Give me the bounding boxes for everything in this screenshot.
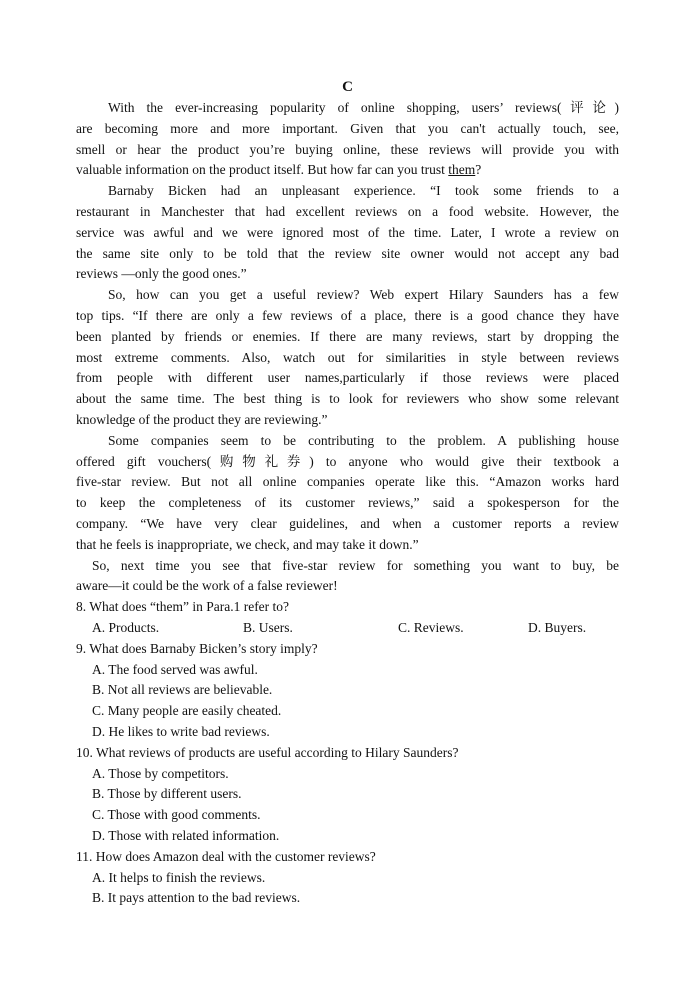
question-stem: 9. What does Barnaby Bicken’s story imply?	[76, 640, 318, 656]
passage-line: knowledge of the product they are reviewing.”	[76, 412, 328, 427]
passage-line: been planted by friends or enemies. If there are many reviews, start by dropping the	[76, 328, 619, 344]
answer-option: B. Not all reviews are believable.	[92, 682, 273, 698]
answer-option: D. He likes to write bad reviews.	[92, 724, 270, 739]
passage-line: most extreme comments. Also, watch out for similarities in style between reviews	[76, 349, 619, 365]
passage-line: to keep the completeness of its customer reviews,” said a spokesperson for the	[76, 495, 619, 511]
passage-line: the same site only to be told that the review site owner would not accept any bad	[76, 245, 619, 261]
answer-option: A. The food served was awful.	[92, 661, 258, 677]
answer-option: D. Those with related information.	[92, 828, 280, 843]
answer-option: B. Users.	[243, 620, 293, 635]
passage-text: valuable information on the product itself. But how far can you trust	[76, 162, 449, 178]
passage-line	[76, 161, 619, 179]
passage-line: from people with different user names,particularly if those reviews were placed	[76, 370, 619, 386]
answer-option: C. Many people are easily cheated.	[92, 703, 282, 719]
question-stem: 11. How does Amazon deal with the customer reviews?	[76, 848, 376, 864]
passage-line: that he feels is inappropriate, we check, and may take it down.”	[76, 536, 419, 552]
passage-line: reviews —only the good ones.”	[76, 266, 247, 282]
question-stem: 8. What does “them” in Para.1 refer to?	[76, 599, 290, 615]
answer-option: A. It helps to finish the reviews.	[92, 869, 266, 885]
section-title: C	[342, 79, 353, 95]
answer-option: C. Reviews.	[398, 620, 464, 635]
answer-option: A. Products.	[92, 620, 160, 635]
passage-line: are becoming more and more important. Given that you can't actually touch, see,	[76, 120, 619, 136]
passage-line: service was awful and we were ignored most of the time. Later, I wrote a review on	[76, 224, 619, 240]
passage-line: company. “We have very clear guidelines, and when a customer reports a review	[76, 516, 619, 531]
answer-option: A. Those by competitors.	[92, 765, 229, 781]
answer-option: B. It pays attention to the bad reviews.	[92, 890, 301, 906]
passage-line: So, next time you see that five-star review for something you want to buy, be	[92, 557, 619, 573]
passage-line: top tips. “If there are only a few reviews of a place, there is a good chance they have	[76, 308, 619, 323]
passage-line: aware—it could be the work of a false reviewer!	[76, 578, 338, 594]
passage-line: about the same time. The best thing is to look for reviewers who show some relevant	[76, 391, 619, 407]
answer-option: B. Those by different users.	[92, 786, 242, 802]
passage-line: smell or hear the product you’re buying online, these reviews will provide you with	[76, 141, 619, 157]
underlined-word: them	[448, 162, 476, 178]
question-stem: 10. What reviews of products are useful according to Hilary Saunders?	[76, 744, 459, 760]
passage-line: So, how can you get a useful review? Web expert Hilary Saunders has a few	[108, 287, 619, 303]
answer-option: C. Those with good comments.	[92, 807, 261, 823]
passage-line: With the ever-increasing popularity of online shopping, users’ reviews(评论)	[108, 100, 619, 115]
passage-text: ?	[475, 162, 482, 178]
passage-line: offered gift vouchers(购物礼券) to anyone who would give their textbook a	[76, 453, 619, 469]
answer-option: D. Buyers.	[528, 620, 587, 635]
passage-line: Some companies seem to be contributing to the problem. A publishing house	[108, 432, 619, 448]
passage-line: restaurant in Manchester that had excellent reviews on a food website. However, the	[76, 204, 619, 219]
passage-line: Barnaby Bicken had an unpleasant experience. “I took some friends to a	[108, 183, 619, 199]
passage-line: five-star review. But not all online companies operate like this. “Amazon works hard	[76, 474, 619, 490]
